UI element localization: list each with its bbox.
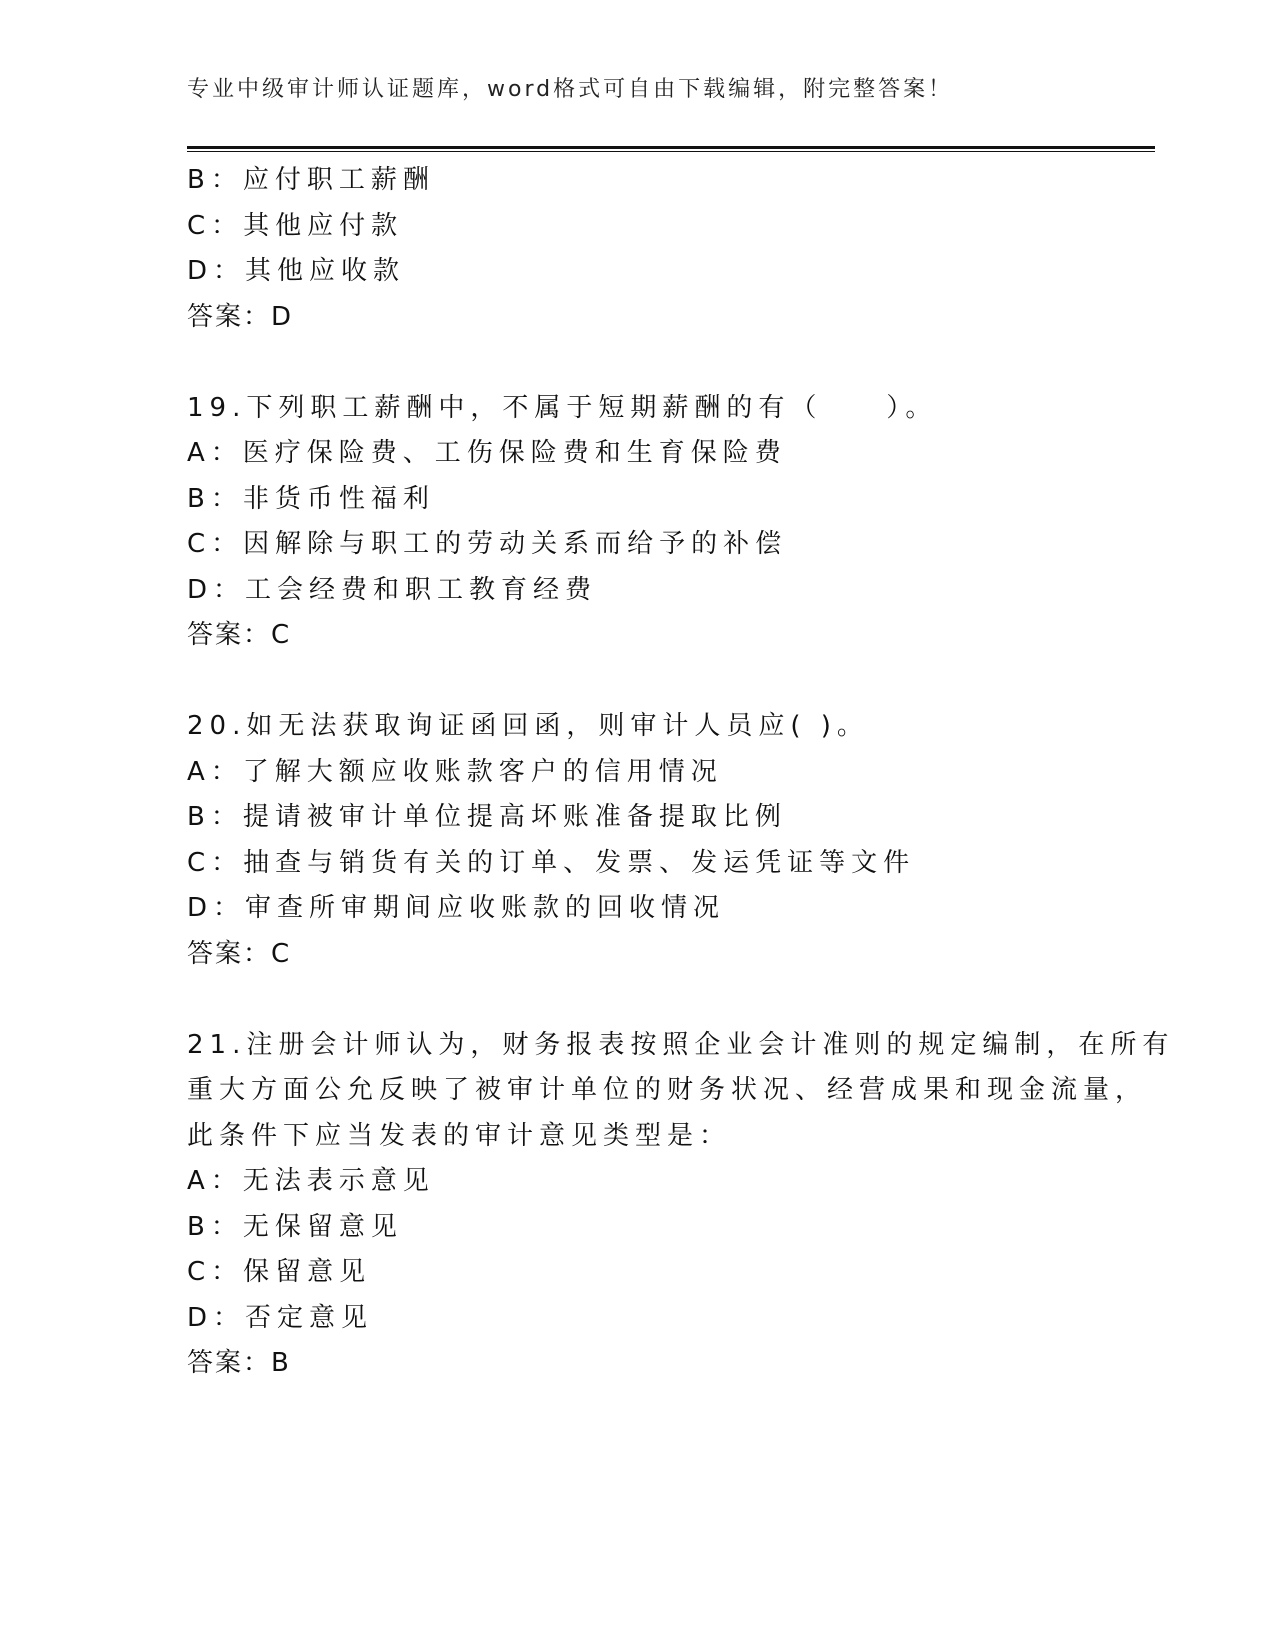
spacer: [187, 977, 1147, 1023]
option-d: D：审查所审期间应收账款的回收情况: [187, 893, 726, 923]
option-b: B：无保留意见: [187, 1211, 403, 1242]
option-d: D：其他应收款: [187, 256, 406, 286]
answer: 答案：D: [187, 301, 294, 332]
option-a: A：医疗保险费、工伤保险费和生育保险费: [187, 438, 787, 468]
option-d: D：否定意见: [187, 1302, 374, 1333]
answer: 答案：C: [187, 938, 292, 969]
option-c: C：抽查与销货有关的订单、发票、发运凭证等文件: [187, 847, 916, 878]
option-a: A：无法表示意见: [187, 1166, 435, 1196]
question-21: [187, 1023, 1175, 1387]
spacer: [187, 659, 1147, 705]
question-stem: 19.下列职工薪酬中，不属于短期薪酬的有（ ）。: [187, 392, 938, 423]
question-stem-line-2: 重大方面公允反映了被审计单位的财务状况、经营成果和现金流量，: [187, 1075, 1148, 1105]
question-stem-line-3: 此条件下应当发表的审计意见类型是：: [187, 1120, 732, 1151]
page-header: 专业中级审计师认证题库，word格式可自由下载编辑，附完整答案！: [187, 77, 954, 102]
option-c: C：因解除与职工的劳动关系而给予的补偿: [187, 529, 788, 559]
option-b: B：应付职工薪酬: [187, 165, 435, 195]
option-a: A：了解大额应收账款客户的信用情况: [187, 756, 723, 787]
answer: 答案：C: [187, 620, 292, 650]
prev-question-tail: [187, 158, 1147, 340]
option-b: B：非货币性福利: [187, 483, 435, 514]
answer: 答案：B: [187, 1348, 291, 1378]
option-d: D：工会经费和职工教育经费: [187, 574, 598, 605]
question-20: [187, 704, 1147, 977]
question-stem-line-1: 21.注册会计师认为，财务报表按照企业会计准则的规定编制，在所有: [187, 1029, 1175, 1060]
document-body: [187, 158, 1175, 1387]
question-stem: 20.如无法获取询证函回函，则审计人员应( )。: [187, 711, 869, 741]
option-c: C：保留意见: [187, 1257, 372, 1287]
spacer: [187, 340, 1147, 386]
question-19: [187, 386, 1147, 659]
option-b: B：提请被审计单位提高坏账准备提取比例: [187, 802, 787, 832]
header-rule-thick: [187, 146, 1155, 149]
header-rule-thin: [187, 151, 1155, 152]
option-c: C：其他应付款: [187, 210, 404, 241]
